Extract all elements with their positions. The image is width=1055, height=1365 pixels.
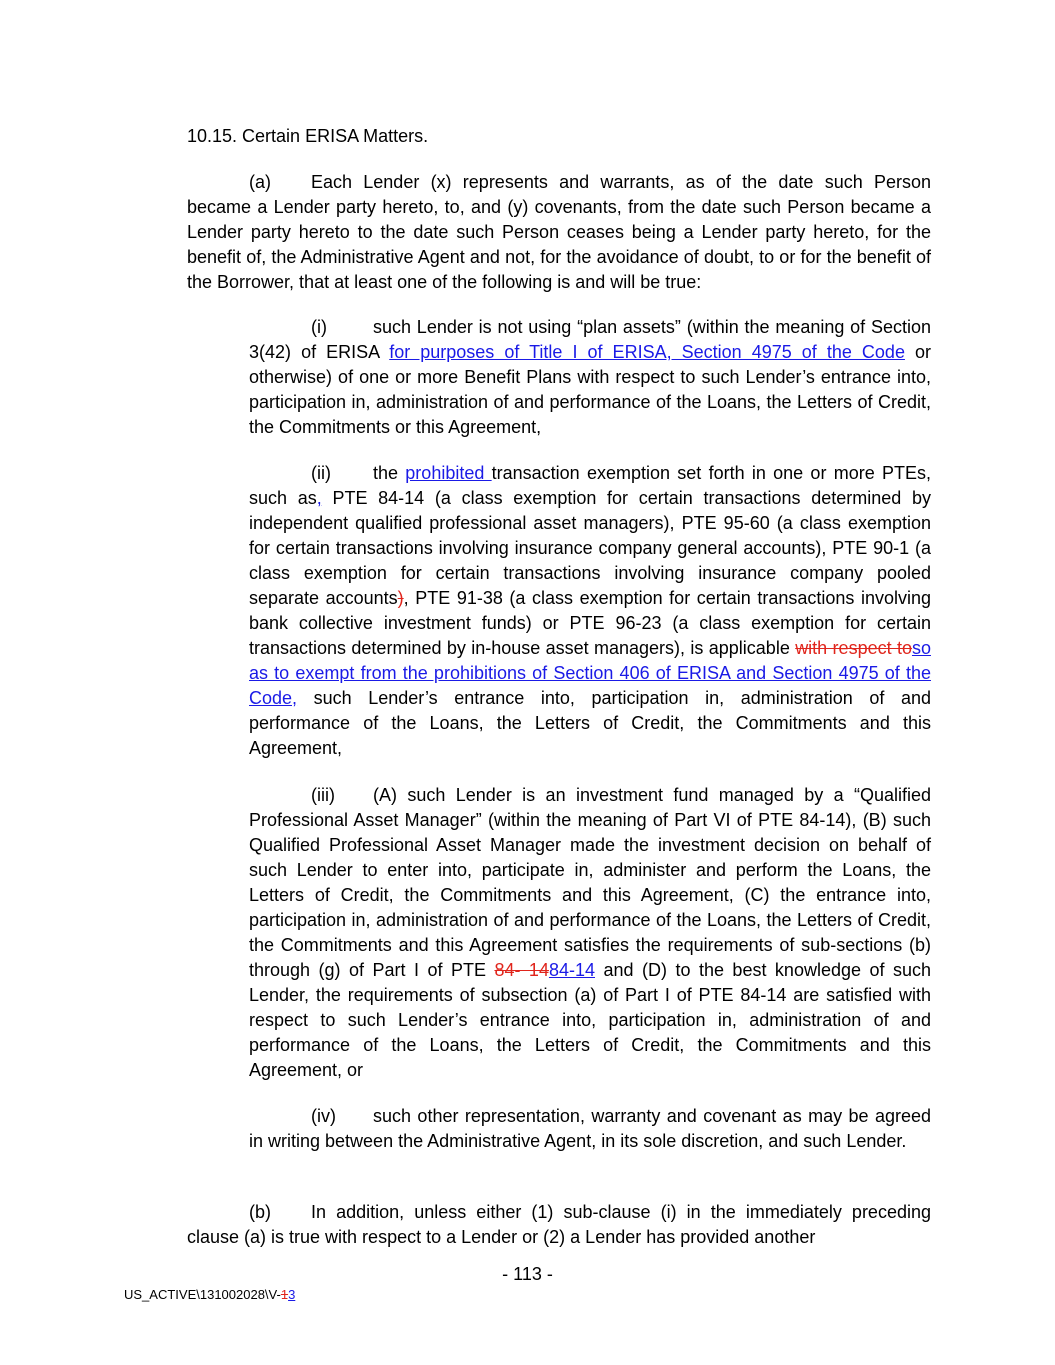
subclause-ii-text-2: transaction exemption set forth in one or more PTEs, such as (249, 463, 932, 508)
document-id-prefix: US_ACTIVE\131002028\V- (124, 1287, 281, 1302)
subclause-i-label: (i) (311, 317, 327, 337)
paragraph-b-label: (b) (249, 1202, 271, 1222)
insertion-text: prohibited (405, 463, 492, 483)
deletion-text: ) (397, 588, 404, 608)
deletion-text: 84- 14 (494, 960, 549, 980)
subclause-iv-label: (iv) (311, 1106, 336, 1126)
subclause-i-text-2: or otherwise) of one or more Benefit Plans with respect to such Lender’s entrance into, participation in, administration of and performance of the Loans, the Letters of Credit, the Commitments or this Agreement, (249, 342, 932, 437)
insertion-text: , (316, 488, 322, 508)
subclause-ii-text-4: , PTE 91-38 (a class exemption for certain transactions involving bank collective investment funds) or PTE 96-23 (a class exemption for certain transactions determined by in-house asset managers), is applicable (249, 588, 931, 658)
insertion-text: 84-14 (548, 960, 595, 980)
subclause-ii-text: the (373, 463, 406, 483)
subclause-ii-text-3: PTE 84-14 (a class exemption for certain transactions determined by independent qualified professional asset managers), PTE 95-60 (a class exemption for certain transactions involving insurance company general accounts), PTE 90-1 (a class exemption for certain transactions involving insurance company pooled separate accounts (249, 488, 931, 608)
document-id (124, 1287, 295, 1303)
document-id-inserted-version: 3 (288, 1287, 296, 1302)
paragraph-a-label: (a) (249, 172, 271, 192)
subclause-ii-text-5: such Lender’s entrance into, participation in, administration of and performance of the Loans, the Letters of Credit, the Commitments and this Agreement, (249, 688, 931, 758)
insertion-text: so as to exempt from the prohibitions of Section 406 of ERISA and Section 4975 of the Code, (249, 638, 931, 708)
deletion-text: with respect to (795, 638, 912, 658)
subclause-iii-text: (A) such Lender is an investment fund managed by a “Qualified Professional Asset Manager” (within the meaning of Part VI of PTE 84-14), (B) such Qualified Professional Asset Manager made the investment decision on behalf of such Lender to enter into, participate in, administer and perform the Loans, the Letters of Credit, the Commitments and this Agreement, (C) the entrance into, participation in, administration of and performance of the Loans, the Letters of Credit, the Commitments and this Agreement satisfies the requirements of sub-sections (b) through (g) of Part I of PTE (249, 785, 931, 980)
subclause-iii-text-2: and (D) to the best knowledge of such Lender, the requirements of subsection (a) of Part I of PTE 84-14 are satisfied with respect to such Lender’s entrance into, participation in, administration of and performance of the Loans, the Letters of Credit, the Commitments and this Agreement, or (249, 960, 931, 1080)
subclause-iii (249, 783, 931, 1083)
subclause-ii-label: (ii) (311, 463, 331, 483)
paragraph-a (187, 170, 931, 295)
subclause-iv (249, 1104, 931, 1154)
subclause-iv-text: such other representation, warranty and covenant as may be agreed in writing between the Administrative Agent, in its sole discretion, and such Lender. (249, 1106, 931, 1151)
paragraph-a-text: Each Lender (x) represents and warrants, as of the date such Person became a Lender party hereto, to, and (y) covenants, from the date such Person became a Lender party hereto to the date such Person ceases being a Lender party hereto, for the benefit of, the Administrative Agent and not, for the avoidance of doubt, to or for the benefit of the Borrower, that at least one of the following is and will be true: (187, 172, 931, 292)
subclause-ii (249, 461, 931, 761)
subclause-iii-label: (iii) (311, 785, 335, 805)
paragraph-b-text: In addition, unless either (1) sub-clause (i) in the immediately preceding clause (a) is true with respect to a Lender or (2) a Lender has provided another (187, 1202, 931, 1247)
paragraph-b (187, 1200, 931, 1250)
subclause-i (249, 315, 931, 440)
document-id-deleted-version: 1 (280, 1287, 289, 1302)
insertion-text: for purposes of Title I of ERISA, Section 4975 of the Code (389, 342, 905, 362)
section-heading: 10.15. Certain ERISA Matters. (187, 126, 429, 146)
page-number: - 113 - (502, 1264, 553, 1284)
subclause-i-text: such Lender is not using “plan assets” (within the meaning of Section 3(42) of ERISA (249, 317, 931, 362)
